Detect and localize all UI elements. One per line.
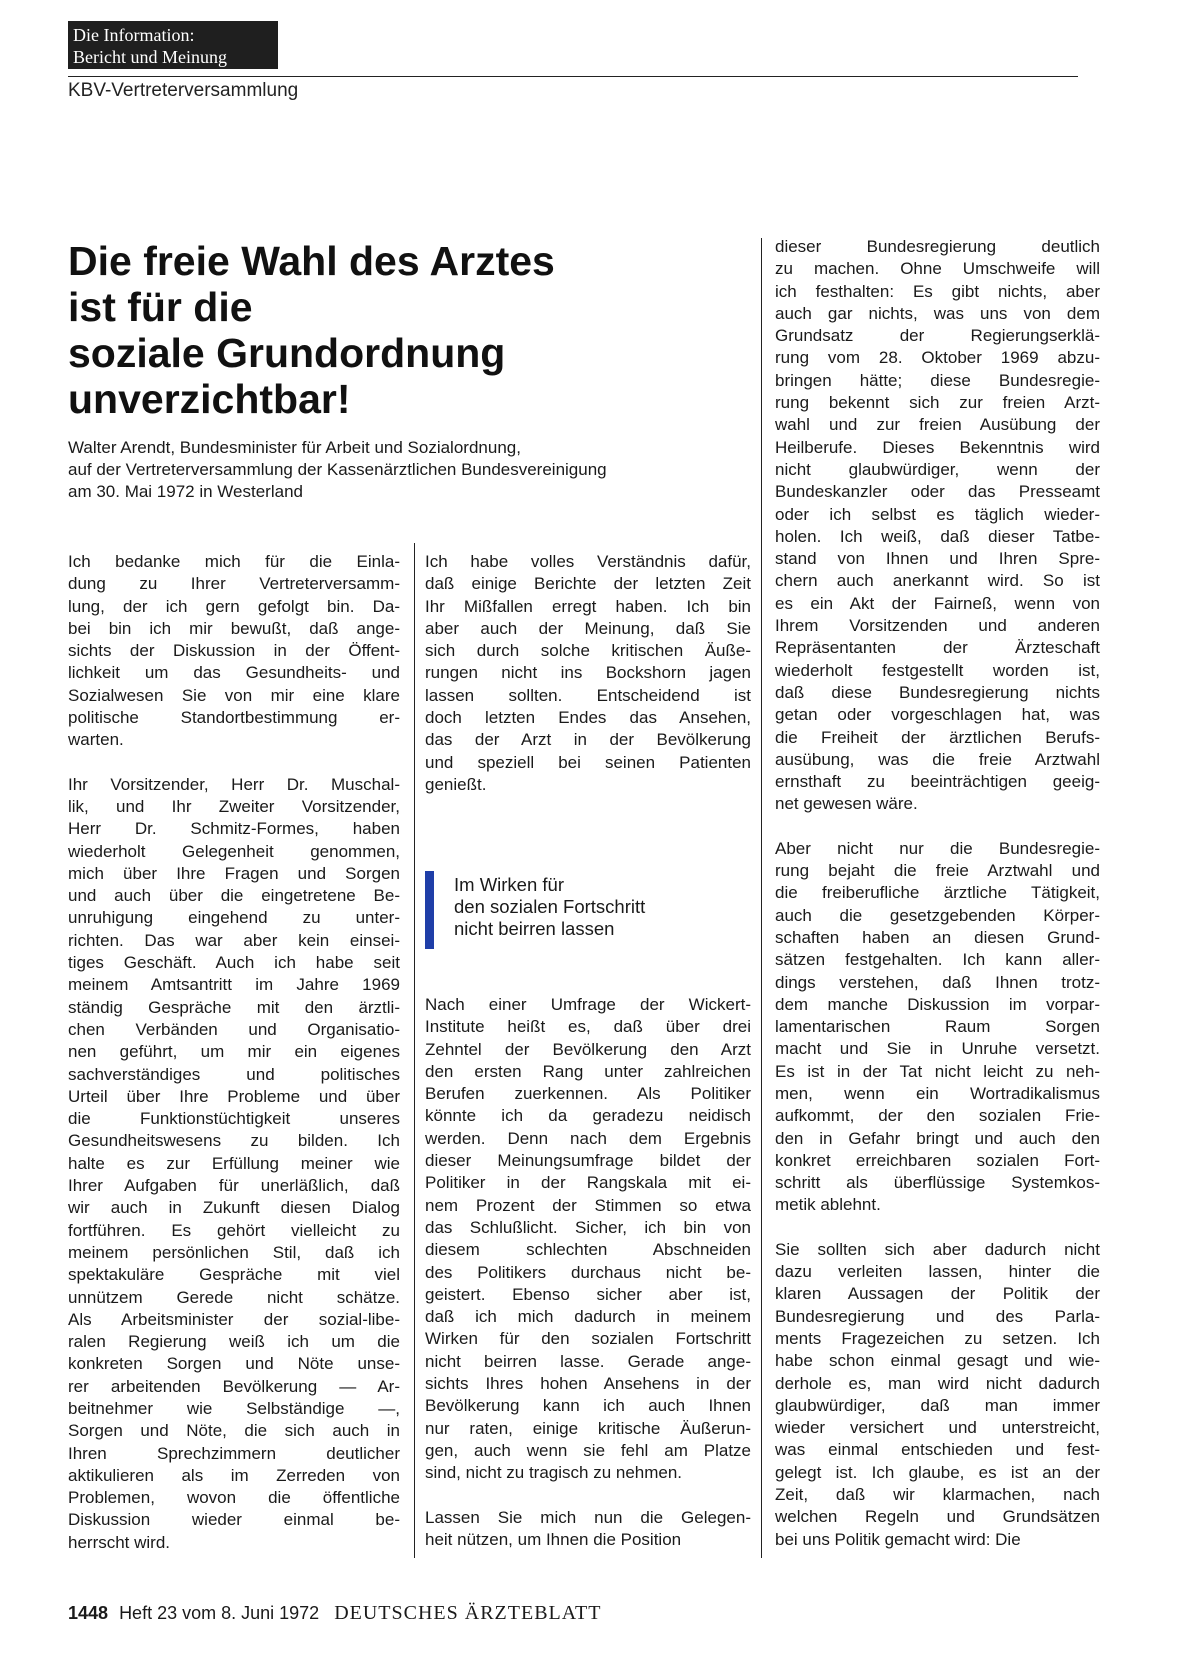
text-line: Ihr Vorsitzender, Herr Dr. Muschal- — [68, 774, 400, 794]
text-line: Ihrer Aufgaben für unerläßlich, daß — [68, 1176, 400, 1196]
text-line: konkret erreichbaren sozialen Fort- — [775, 1150, 1100, 1170]
pull-quote-text — [454, 874, 645, 940]
headline-line: soziale Grundordnung — [68, 330, 506, 376]
text-line: rer arbeitenden Bevölkerung — Ar- — [68, 1376, 400, 1396]
text-line: dieser Meinungsumfrage bildet der — [425, 1151, 751, 1171]
text-line: wir auch in Zukunft diesen Dialog — [68, 1198, 400, 1218]
text-line: Grundsatz der Regierungserklä- — [775, 326, 1100, 346]
text-line: derhole es, man wird nicht dadurch — [775, 1373, 1100, 1393]
text-line: den in Gefahr bringt und auch den — [775, 1128, 1100, 1148]
text-line: unnützem Gerede nicht schätze. — [68, 1287, 400, 1307]
text-line: politische Standortbestimmung er- — [68, 708, 400, 728]
text-line: Ich habe volles Verständnis dafür, — [425, 552, 751, 571]
text-line: sätzen festgehalten. Ich kann aller- — [775, 950, 1100, 970]
text-line: Institute heißt es, daß über drei — [425, 1017, 751, 1037]
text-line: Repräsentanten der Ärzteschaft — [775, 638, 1100, 658]
text-line: dem manche Diskussion im vorpar- — [775, 994, 1100, 1014]
text-column-1 — [68, 551, 400, 1576]
text-line: was einmal entschieden und fest- — [775, 1440, 1100, 1460]
text-line: macht und Sie in Unruhe versetzt. — [775, 1039, 1100, 1059]
text-line: warten. — [68, 730, 124, 750]
text-line: Bevölkerung kann ich auch Ihnen — [425, 1396, 751, 1416]
text-line: sichts der Diskussion in der Öffent- — [68, 641, 400, 661]
text-line: richten. Das war aber kein einsei- — [68, 930, 400, 950]
badge-line-2: Bericht und Meinung — [73, 47, 227, 67]
text-line: herrscht wird. — [68, 1532, 171, 1552]
text-line: des Politikers durchaus nicht be- — [425, 1262, 751, 1282]
text-line: rung vom 28. Oktober 1969 abzu- — [775, 348, 1100, 368]
text-line: wiederholt Gelegenheit genommen, — [68, 841, 400, 861]
text-line: zu machen. Ohne Umschweife will — [775, 259, 1100, 279]
text-line: Urteil über Ihre Probleme und über — [68, 1086, 400, 1106]
text-line: Ich bedanke mich für die Einla- — [68, 552, 400, 571]
text-line: ernsthaft zu beeinträchtigen geeig- — [775, 772, 1100, 792]
text-line: sachverständiges und politisches — [68, 1064, 400, 1084]
paragraph — [425, 1507, 751, 1552]
text-line: doch letzten Endes das Ansehen, — [425, 708, 751, 728]
text-line: Ihrem Vorsitzenden und anderen — [775, 616, 1100, 636]
paragraph — [425, 551, 751, 796]
text-line: tiges Geschäft. Auch ich habe seit — [68, 953, 400, 973]
text-line: und auch über die eingetretene Be- — [68, 886, 400, 906]
headline-line: Die freie Wahl des Arztes — [68, 238, 555, 284]
text-line: meinem Amtsantritt im Jahre 1969 — [68, 975, 400, 995]
page-footer — [68, 1602, 601, 1625]
text-line: daß diese Bundesregierung nichts — [775, 682, 1100, 702]
pull-quote — [425, 871, 745, 949]
text-line: aufkommt, der den sozialen Frie- — [775, 1106, 1100, 1126]
text-line: wiederholt festgestellt worden ist, — [775, 660, 1100, 680]
text-line: genießt. — [425, 774, 487, 794]
text-line: glaubwürdiger, daß man immer — [775, 1395, 1100, 1415]
headline-line: ist für die — [68, 284, 253, 330]
header-rule — [68, 76, 1078, 77]
text-line: nicht beirren lasse. Gerade ange- — [425, 1351, 751, 1371]
text-line: Ihren Sprechzimmern deutlicher — [68, 1443, 400, 1463]
text-line: lassen sollten. Entscheidend ist — [425, 685, 751, 705]
text-line: fortführen. Es gehört vielleicht zu — [68, 1220, 400, 1240]
paragraph — [775, 236, 1100, 816]
text-line: konkreten Sorgen und Nöte unse- — [68, 1354, 400, 1374]
text-line: men, wenn ein Wortradikalismus — [775, 1083, 1100, 1103]
text-line: und speziell bei seinen Patienten — [425, 752, 751, 772]
section-badge — [68, 21, 278, 69]
text-line: nem Prozent der Stimmen so etwa — [425, 1195, 751, 1215]
byline-line: auf der Vertreterversammlung der Kassenärztlichen Bundesvereinigung — [68, 460, 607, 479]
pull-quote-bar — [425, 871, 434, 949]
text-line: unruhigung eingehend zu unter- — [68, 908, 400, 928]
text-line: bei bin ich mir bewußt, daß ange- — [68, 618, 400, 638]
text-line: auch gar nichts, was uns von dem — [775, 303, 1100, 323]
text-column-2-continued — [425, 994, 751, 1573]
text-line: stand von Ihnen und Ihren Spre- — [775, 549, 1100, 569]
byline-line: am 30. Mai 1972 in Westerland — [68, 482, 303, 501]
text-line: aber auch der Meinung, daß Sie — [425, 618, 751, 638]
text-line: dazu verleiten lassen, hinter die — [775, 1262, 1100, 1282]
text-line: gelegt ist. Ich glaube, es ist an der — [775, 1462, 1100, 1482]
text-line: Wirken für den sozialen Fortschritt — [425, 1329, 751, 1349]
text-line: Nach einer Umfrage der Wickert- — [425, 995, 751, 1014]
text-line: getan oder vorgeschlagen hat, was — [775, 705, 1100, 725]
text-line: nicht glaubwürdiger, wenn der — [775, 459, 1100, 479]
text-line: nen geführt, um mir ein eigenes — [68, 1042, 400, 1062]
text-line: Bundeskanzler oder das Presseamt — [775, 482, 1100, 502]
text-line: daß ich mich dadurch in meinem — [425, 1307, 751, 1327]
text-line: sich durch solche kritischen Äuße- — [425, 641, 751, 661]
text-line: ments Fragezeichen zu setzen. Ich — [775, 1328, 1100, 1348]
text-line: wahl und zur freien Ausübung der — [775, 415, 1100, 435]
text-line: die Funktionstüchtigkeit unseres — [68, 1109, 400, 1129]
text-line: das Schlußlicht. Sicher, ich bin von — [425, 1217, 751, 1237]
column-divider — [761, 238, 762, 1558]
text-line: Gesundheitswesens zu bilden. Ich — [68, 1131, 400, 1151]
text-line: Lassen Sie mich nun die Gelegen- — [425, 1507, 751, 1527]
section-label: KBV-Vertreterversammlung — [68, 80, 299, 101]
text-line: chen Verbänden und Organisatio- — [68, 1019, 400, 1039]
paragraph — [68, 551, 400, 752]
text-line: das der Arzt in der Bevölkerung — [425, 730, 751, 750]
text-line: bringen hätte; diese Bundesregie- — [775, 370, 1100, 390]
text-line: werden. Denn nach dem Ergebnis — [425, 1128, 751, 1148]
text-line: holen. Ich weiß, daß dieser Tatbe- — [775, 526, 1100, 546]
text-line: Problemen, wovon die öffentliche — [68, 1488, 400, 1508]
text-line: metik ablehnt. — [775, 1195, 881, 1215]
text-column-3 — [775, 236, 1100, 1573]
text-line: dieser Bundesregierung deutlich — [775, 237, 1100, 256]
text-line: es ein Akt der Fairneß, wenn von — [775, 593, 1100, 613]
text-line: chern auch anerkannt wird. So ist — [775, 571, 1100, 591]
text-line: dung zu Ihrer Vertreterversamm- — [68, 574, 400, 594]
text-line: Ihr Mißfallen erregt haben. Ich bin — [425, 596, 751, 616]
text-line: Heilberufe. Dieses Bekenntnis wird — [775, 437, 1100, 457]
text-line: heit nützen, um Ihnen die Position — [425, 1529, 682, 1549]
text-line: dings verstehen, daß Ihnen trotz- — [775, 972, 1100, 992]
pull-quote-line: den sozialen Fortschritt — [454, 896, 646, 917]
text-line: nur raten, einige kritische Äußerun- — [425, 1418, 751, 1438]
text-line: Berufen zuerkennen. Als Politiker — [425, 1084, 751, 1104]
text-line: ausübung, was die freie Arztwahl — [775, 749, 1100, 769]
text-line: geistert. Ebenso sicher aber ist, — [425, 1284, 751, 1304]
text-line: ralen Regierung weiß ich um die — [68, 1332, 400, 1352]
text-line: die freiberufliche ärztliche Tätigkeit, — [775, 883, 1100, 903]
text-line: Als Arbeitsminister der sozial-libe- — [68, 1309, 400, 1329]
paragraph — [425, 994, 751, 1485]
text-column-2 — [425, 551, 751, 818]
paragraph — [775, 1239, 1100, 1551]
text-line: daß einige Berichte der letzten Zeit — [425, 574, 751, 594]
text-line: Sozialwesen Sie von mir eine klare — [68, 685, 400, 705]
text-line: klaren Aussagen der Politik der — [775, 1284, 1100, 1304]
article-headline — [68, 238, 748, 422]
text-line: Zehntel der Bevölkerung den Arzt — [425, 1039, 751, 1059]
text-line: rungen nicht ins Bockshorn jagen — [425, 663, 751, 683]
text-line: Politiker in der Rangskala mit ei- — [425, 1173, 751, 1193]
text-line: lamentarischen Raum Sorgen — [775, 1017, 1100, 1037]
text-line: bei uns Politik gemacht wird: Die — [775, 1529, 1021, 1549]
text-line: lichkeit um das Gesundheits- und — [68, 663, 400, 683]
text-line: Diskussion wieder einmal be- — [68, 1510, 400, 1530]
headline-line: unverzichtbar! — [68, 376, 351, 422]
paragraph — [68, 774, 400, 1554]
text-line: aktikulieren als im Zerreden von — [68, 1465, 400, 1485]
text-line: oder ich selbst es täglich wieder- — [775, 504, 1100, 524]
text-line: wieder versichert und unterstreicht, — [775, 1418, 1100, 1438]
issue-info: Heft 23 vom 8. Juni 1972 — [119, 1603, 320, 1623]
text-line: diesem schlechten Abschneiden — [425, 1240, 751, 1260]
paragraph — [775, 838, 1100, 1217]
text-line: beitnehmer wie Selbständige —, — [68, 1398, 400, 1418]
badge-line-1: Die Information: — [73, 25, 195, 45]
text-line: Aber nicht nur die Bundesregie- — [775, 838, 1100, 858]
text-line: schaften haben an diesen Grund- — [775, 927, 1100, 947]
text-line: net gewesen wäre. — [775, 794, 918, 814]
column-divider — [414, 543, 415, 1558]
text-line: schritt als überflüssige Systemkos- — [775, 1173, 1100, 1193]
text-line: Es ist in der Tat nicht leicht zu neh- — [775, 1061, 1100, 1081]
text-line: lung, der ich gern gefolgt bin. Da- — [68, 596, 400, 616]
text-line: gen, auch wenn sie fehl am Platze — [425, 1440, 751, 1460]
text-line: meinem persönlichen Stil, daß ich — [68, 1242, 400, 1262]
text-line: sichts Ihres hohen Ansehens in der — [425, 1374, 751, 1394]
byline — [68, 437, 748, 503]
text-line: sind, nicht zu tragisch zu nehmen. — [425, 1463, 683, 1483]
magazine-title: DEUTSCHES ÄRZTEBLATT — [334, 1602, 602, 1624]
pull-quote-line: nicht beirren lassen — [454, 918, 615, 939]
text-line: Bundesregierung und des Parla- — [775, 1306, 1100, 1326]
text-line: rung bekennt sich zur freien Arzt- — [775, 393, 1100, 413]
page-number: 1448 — [68, 1603, 109, 1623]
text-line: Sie sollten sich aber dadurch nicht — [775, 1239, 1100, 1259]
text-line: halte es zur Erfüllung meiner wie — [68, 1153, 400, 1173]
text-line: lik, und Ihr Zweiter Vorsitzender, — [68, 796, 400, 816]
text-line: Sorgen und Nöte, die sich auch in — [68, 1421, 400, 1441]
text-line: Herr Dr. Schmitz-Formes, haben — [68, 819, 400, 839]
text-line: mich über Ihre Fragen und Sorgen — [68, 863, 400, 883]
text-line: den ersten Rang unter zahlreichen — [425, 1061, 751, 1081]
byline-line: Walter Arendt, Bundesminister für Arbeit und Sozialordnung, — [68, 438, 521, 457]
text-line: welchen Regeln und Grundsätzen — [775, 1507, 1100, 1527]
text-line: rung bejaht die freie Arztwahl und — [775, 861, 1100, 881]
text-line: könnte ich da geradezu neidisch — [425, 1106, 751, 1126]
text-line: ich festhalten: Es gibt nichts, aber — [775, 281, 1100, 301]
text-line: auch die gesetzgebenden Körper- — [775, 905, 1100, 925]
text-line: spektakuläre Gespräche mit viel — [68, 1265, 400, 1285]
text-line: habe schon einmal gesagt und wie- — [775, 1351, 1100, 1371]
pull-quote-line: Im Wirken für — [454, 874, 564, 895]
text-line: ständig Gespräche mit den ärztli- — [68, 997, 400, 1017]
text-line: Zeit, daß wir klarmachen, nach — [775, 1485, 1100, 1505]
text-line: die Freiheit der ärztlichen Berufs- — [775, 727, 1100, 747]
